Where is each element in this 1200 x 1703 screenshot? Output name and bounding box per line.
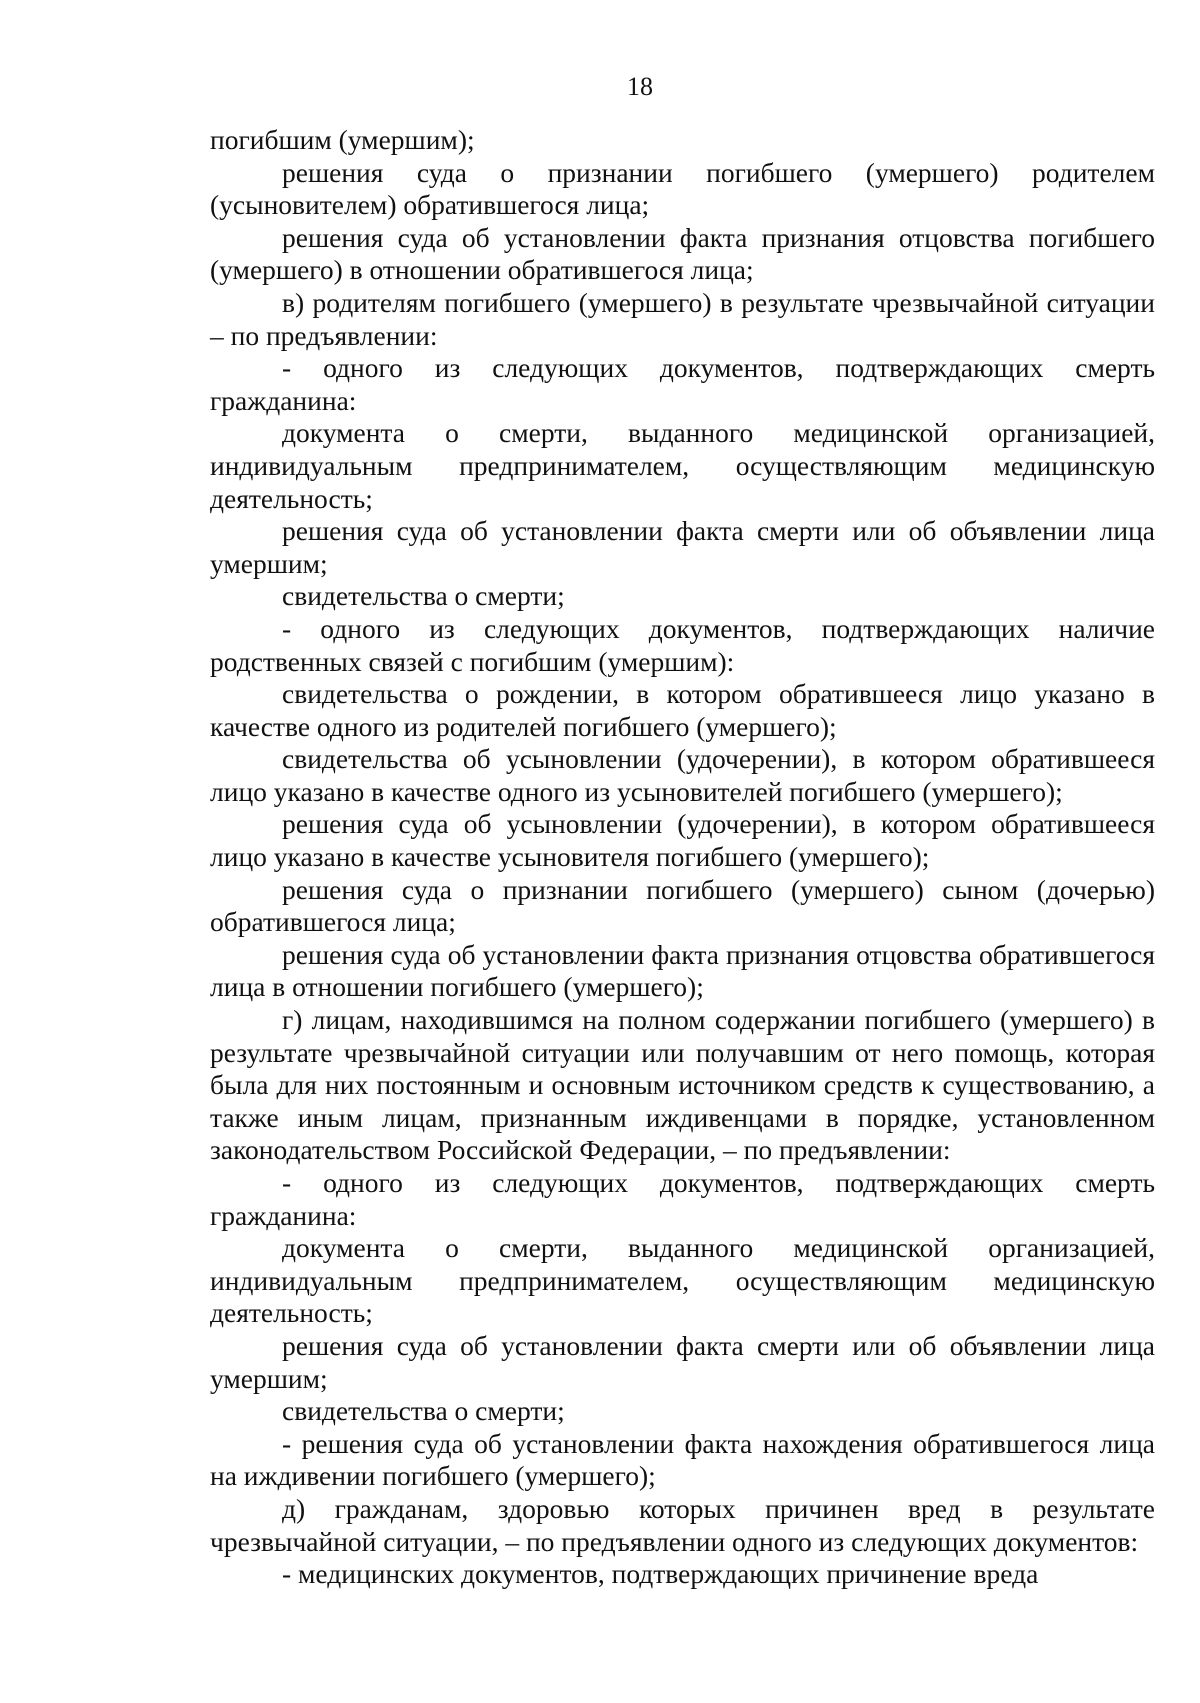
paragraph: решения суда об установлении факта признания отцовства обратившегося лица в отношении погибшего (умершего); xyxy=(210,938,1155,1003)
paragraph: документа о смерти, выданного медицинской организацией, индивидуальным предпринимателем, осуществляющим медицинскую деятельность; xyxy=(210,417,1155,514)
paragraph: - одного из следующих документов, подтверждающих смерть гражданина: xyxy=(210,352,1155,416)
paragraph-trailing: - медицинских документов, подтверждающих причинение вреда xyxy=(282,1558,1039,1590)
paragraph: - одного из следующих документов, подтверждающих смерть гражданина: xyxy=(210,1167,1155,1231)
document-body xyxy=(210,124,1155,1591)
paragraph: решения суда о признании погибшего (умершего) родителем (усыновителем) обратившегося лица; xyxy=(210,156,1155,221)
paragraph: решения суда об установлении факта признания отцовства погибшего (умершего) в отношении обратившегося лица; xyxy=(210,221,1155,286)
paragraph: решения суда о признании погибшего (умершего) сыном (дочерью) обратившегося лица; xyxy=(210,873,1155,938)
paragraph-item-g: г) лицам, находившимся на полном содержании погибшего (умершего) в результате чрезвычайной ситуации или получавшим от него помощь, которая была для них постоянным и основным источником средств к существованию, а также иным лицам, признанным иждивенцами в порядке, установленном законодательством Российской Федерации, – по предъявлении: xyxy=(210,1004,1155,1166)
paragraph-item-d: д) гражданам, здоровью которых причинен вред в результате чрезвычайной ситуации, – по предъявлении одного из следующих документов: xyxy=(210,1492,1155,1557)
paragraph: решения суда об установлении факта смерти или об объявлении лица умершим; xyxy=(210,1329,1155,1394)
paragraph: решения суда об усыновлении (удочерении), в котором обратившееся лицо указано в качестве усыновителя погибшего (умершего); xyxy=(210,808,1155,873)
paragraph: решения суда об установлении факта смерти или об объявлении лица умершим; xyxy=(210,515,1155,579)
paragraph: - одного из следующих документов, подтверждающих наличие родственных связей с погибшим (умершим): xyxy=(210,612,1155,677)
paragraph-item-v: в) родителям погибшего (умершего) в результате чрезвычайной ситуации – по предъявлении: xyxy=(210,286,1155,351)
paragraph: свидетельства о рождении, в котором обратившееся лицо указано в качестве одного из родителей погибшего (умершего); xyxy=(210,678,1155,742)
page-number: 18 xyxy=(627,72,653,101)
paragraph: документа о смерти, выданного медицинской организацией, индивидуальным предпринимателем, осуществляющим медицинскую деятельность; xyxy=(210,1232,1155,1329)
paragraph: свидетельства о смерти; xyxy=(282,580,565,612)
paragraph: - решения суда об установлении факта нахождения обратившегося лица на иждивении погибшего (умершего); xyxy=(210,1427,1155,1492)
paragraph-continuation: погибшим (умершим); xyxy=(210,124,475,155)
paragraph: свидетельства об усыновлении (удочерении), в котором обратившееся лицо указано в качестве одного из усыновителей погибшего (умершего); xyxy=(210,743,1155,807)
paragraph: свидетельства о смерти; xyxy=(282,1395,565,1427)
